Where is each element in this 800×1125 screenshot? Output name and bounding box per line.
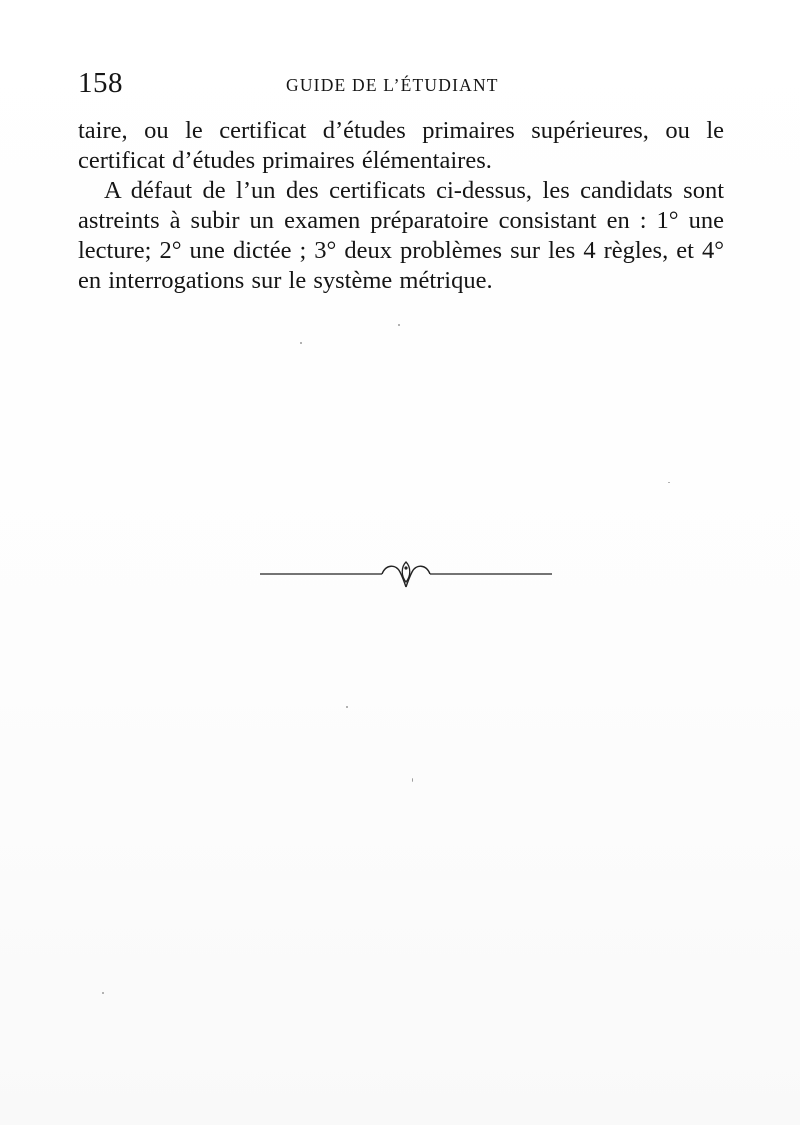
section-divider	[260, 556, 552, 592]
paragraph-continuation: taire, ou le certificat d’études primaires supérieures, ou le certificat d’études primaires élémentaires.	[78, 117, 724, 174]
print-speck	[300, 342, 302, 344]
print-speck	[346, 706, 348, 708]
print-speck	[398, 324, 400, 326]
body-text	[78, 116, 724, 296]
paragraph-requirements: A défaut de l’un des certificats ci-dessus, les candidats sont astreints à subir un examen préparatoire consistant en : 1° une lecture; 2° une dictée ; 3° deux problèmes sur les 4 règles, et 4° en interrogations sur le système métrique.	[78, 177, 724, 294]
page-number: 158	[78, 67, 123, 99]
fleuron-icon	[260, 556, 552, 592]
print-speck	[668, 482, 670, 483]
print-speck	[102, 992, 104, 994]
running-title: GUIDE DE L’ÉTUDIANT	[286, 75, 499, 95]
print-speck	[412, 778, 413, 782]
